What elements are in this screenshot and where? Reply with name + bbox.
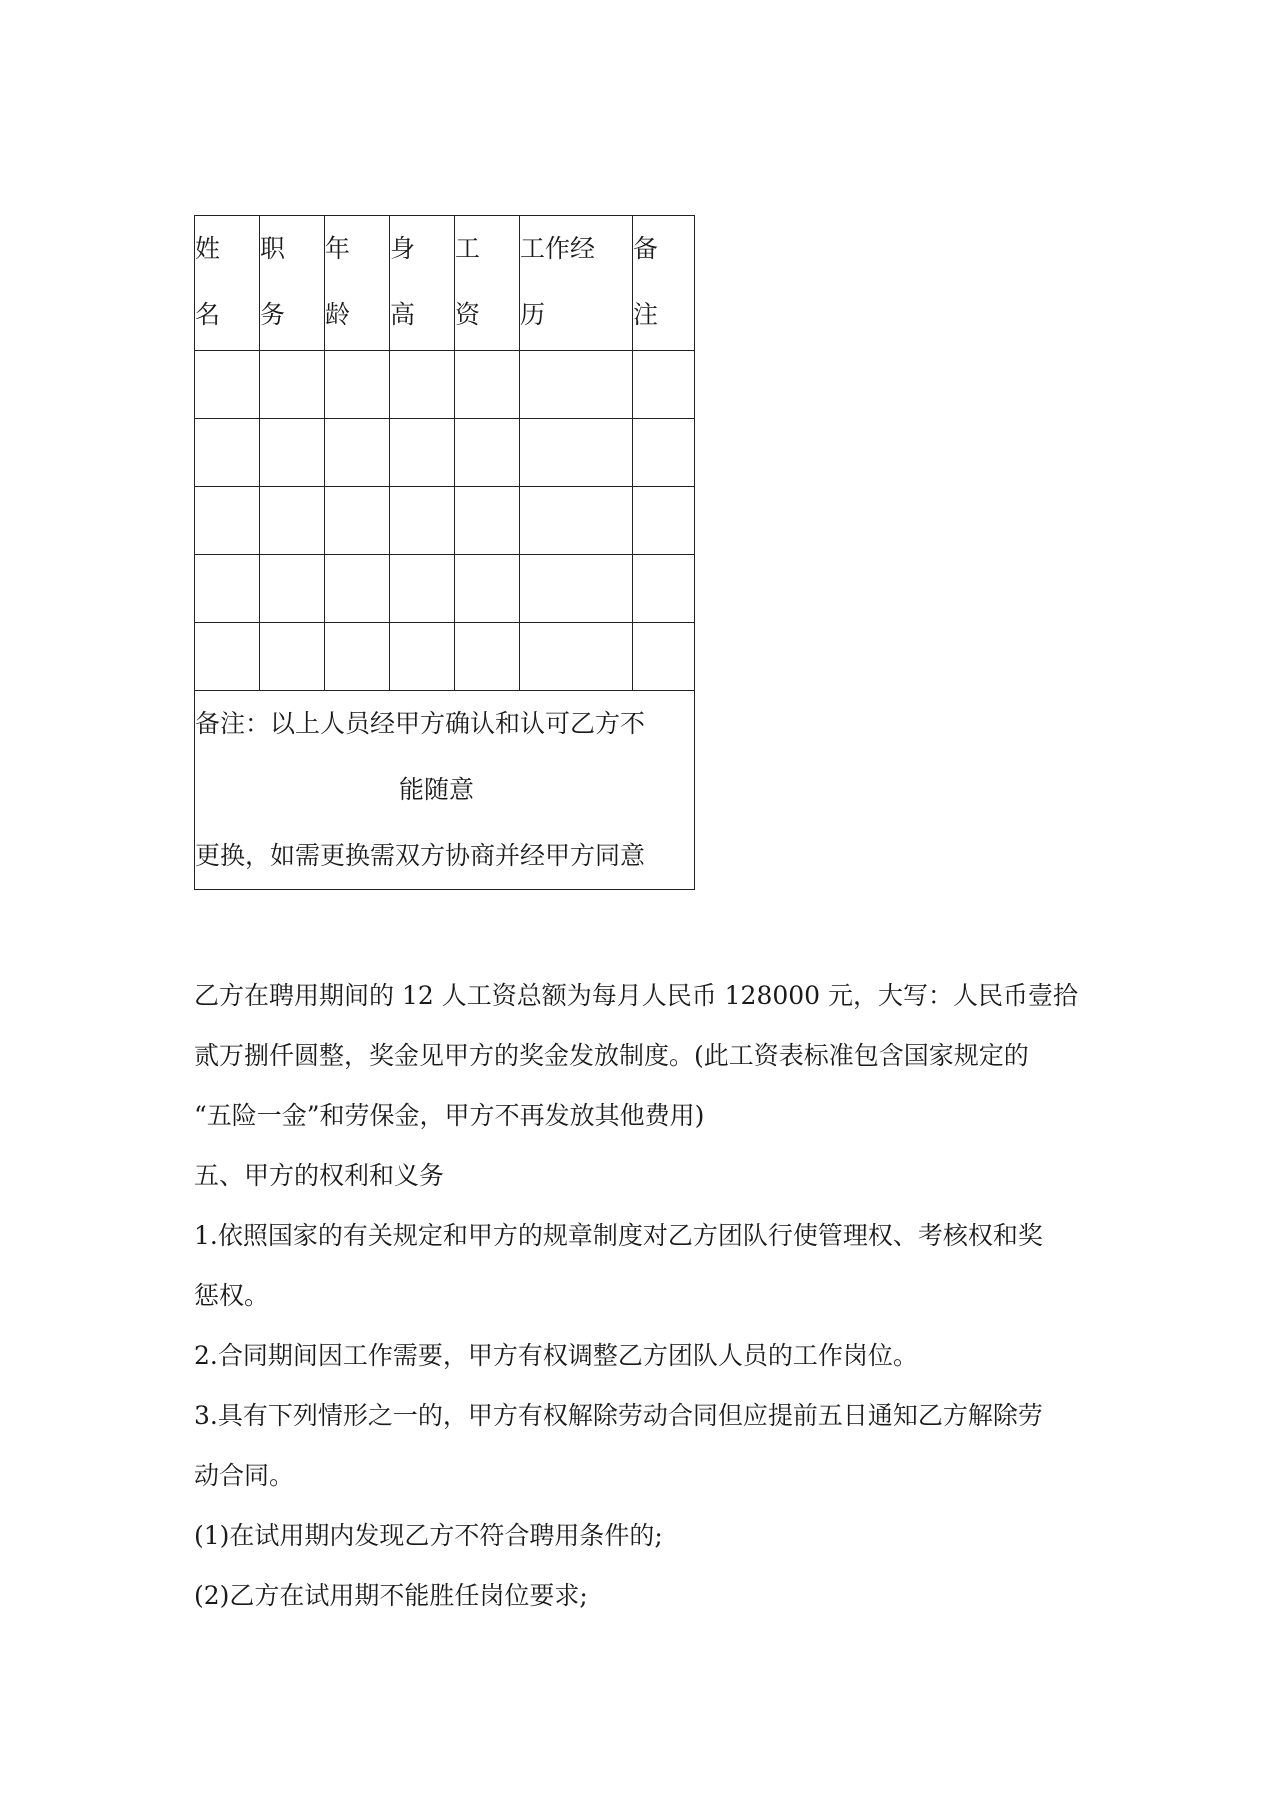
table-note-row <box>195 691 695 890</box>
header-remarks: 备 注 <box>633 216 695 351</box>
text-line: 乙方在聘用期间的 12 人工资总额为每月人民币 128000 元，大写：人民币壹拾 <box>194 981 1079 1010</box>
header-work-experience: 工作经 历 <box>520 216 633 351</box>
section-heading: 五、甲方的权利和义务 <box>194 1161 445 1190</box>
note-line-1: 备注：以上人员经甲方确认和认可乙方不 <box>195 709 646 738</box>
text-line: 惩权。 <box>194 1281 270 1310</box>
table-row <box>195 419 695 487</box>
personnel-table <box>194 215 695 890</box>
text-line: 贰万捌仟圆整，奖金见甲方的奖金发放制度。(此工资表标准包含国家规定的 <box>194 1041 1029 1070</box>
text-line: (1)在试用期内发现乙方不符合聘用条件的; <box>194 1521 663 1550</box>
table-header-row <box>195 216 695 351</box>
text-line: 3.具有下列情形之一的，甲方有权解除劳动合同但应提前五日通知乙方解除劳 <box>194 1401 1043 1430</box>
header-height: 身 高 <box>390 216 455 351</box>
text-line: “五险一金”和劳保金，甲方不再发放其他费用) <box>194 1101 705 1130</box>
text-line: 2.合同期间因工作需要，甲方有权调整乙方团队人员的工作岗位。 <box>194 1341 918 1370</box>
note-line-2: 能随意 <box>398 775 474 804</box>
note-line-3: 更换，如需更换需双方协商并经甲方同意 <box>195 841 646 870</box>
table-row <box>195 623 695 691</box>
header-age: 年 龄 <box>325 216 390 351</box>
table-row <box>195 351 695 419</box>
contract-body-text <box>194 966 1094 1626</box>
table-row <box>195 555 695 623</box>
header-position: 职 务 <box>260 216 325 351</box>
header-name: 姓 名 <box>195 216 260 351</box>
text-line: (2)乙方在试用期不能胜任岗位要求; <box>194 1581 588 1610</box>
header-salary: 工 资 <box>455 216 520 351</box>
text-line: 动合同。 <box>194 1461 295 1490</box>
table-row <box>195 487 695 555</box>
table-note <box>195 691 695 890</box>
text-line: 1.依照国家的有关规定和甲方的规章制度对乙方团队行使管理权、考核权和奖 <box>194 1221 1043 1250</box>
